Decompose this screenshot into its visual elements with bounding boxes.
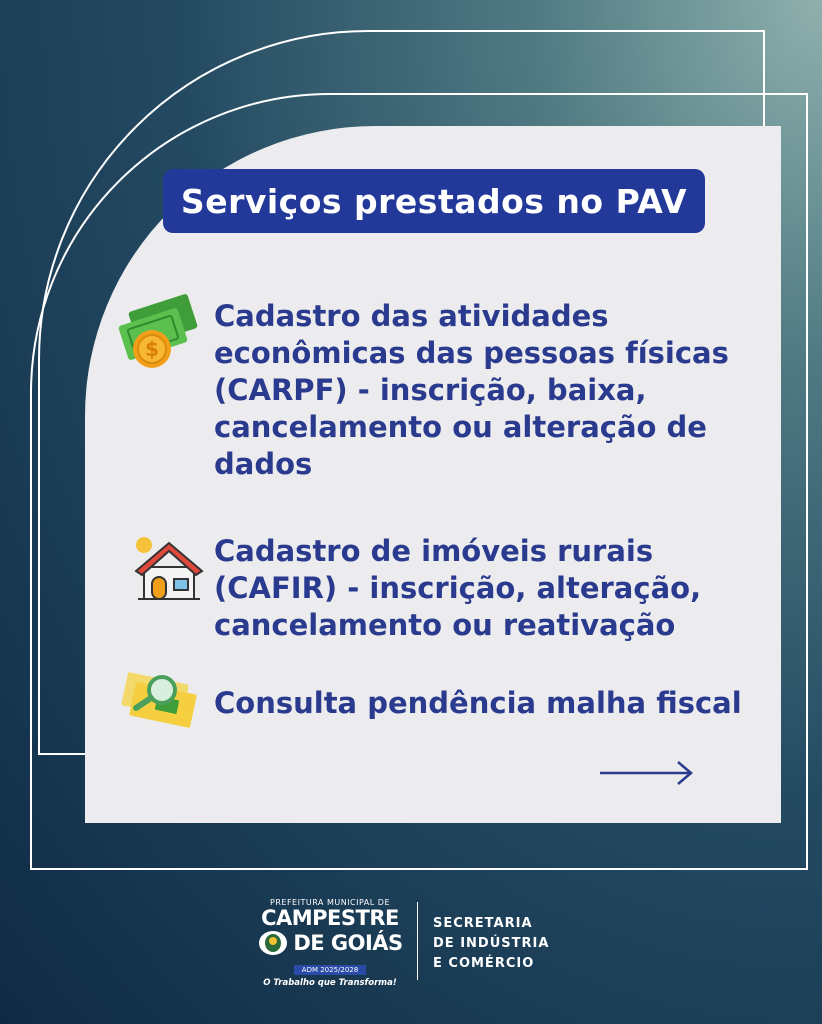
item-line: (CARPF) - inscrição, baixa, <box>214 373 647 407</box>
secretaria-line: E COMÉRCIO <box>433 956 535 971</box>
footer-divider <box>417 902 418 980</box>
logo-slogan: O Trabalho que Transforma! <box>263 978 397 988</box>
secretaria-line: DE INDÚSTRIA <box>433 936 550 951</box>
service-item-malha-fiscal <box>214 685 742 722</box>
item-line: cancelamento ou alteração de <box>214 410 707 444</box>
logo-city-line2: DE GOIÁS <box>293 931 403 955</box>
coat-of-arms-icon <box>257 929 289 957</box>
logo-city-line1: CAMPESTRE <box>261 906 399 930</box>
service-item-cafir <box>214 533 701 644</box>
item-line: Cadastro de imóveis rurais <box>214 534 654 568</box>
item-line: cancelamento ou reativação <box>214 608 676 642</box>
house-icon <box>132 533 204 609</box>
magnifier-money-icon <box>116 664 206 738</box>
item-line: Consulta pendência malha fiscal <box>214 686 742 720</box>
logo-prefeitura-text: PREFEITURA MUNICIPAL DE <box>270 898 390 907</box>
page-title: Serviços prestados no PAV <box>180 181 688 221</box>
money-icon <box>118 294 204 378</box>
secretaria-line: SECRETARIA <box>433 916 533 931</box>
arrow-right-icon <box>598 760 694 790</box>
item-line: (CAFIR) - inscrição, alteração, <box>214 571 702 605</box>
logo-adm-badge: ADM 2025/2028 <box>294 965 366 975</box>
secretaria-label <box>433 914 549 974</box>
svg-text:$: $ <box>145 337 159 361</box>
item-line: dados <box>214 447 313 481</box>
item-line: econômicas das pessoas físicas <box>214 336 729 370</box>
item-line: Cadastro das atividades <box>214 299 609 333</box>
service-item-carpf <box>214 298 729 483</box>
title-banner <box>163 169 705 233</box>
municipality-logo <box>254 898 406 988</box>
